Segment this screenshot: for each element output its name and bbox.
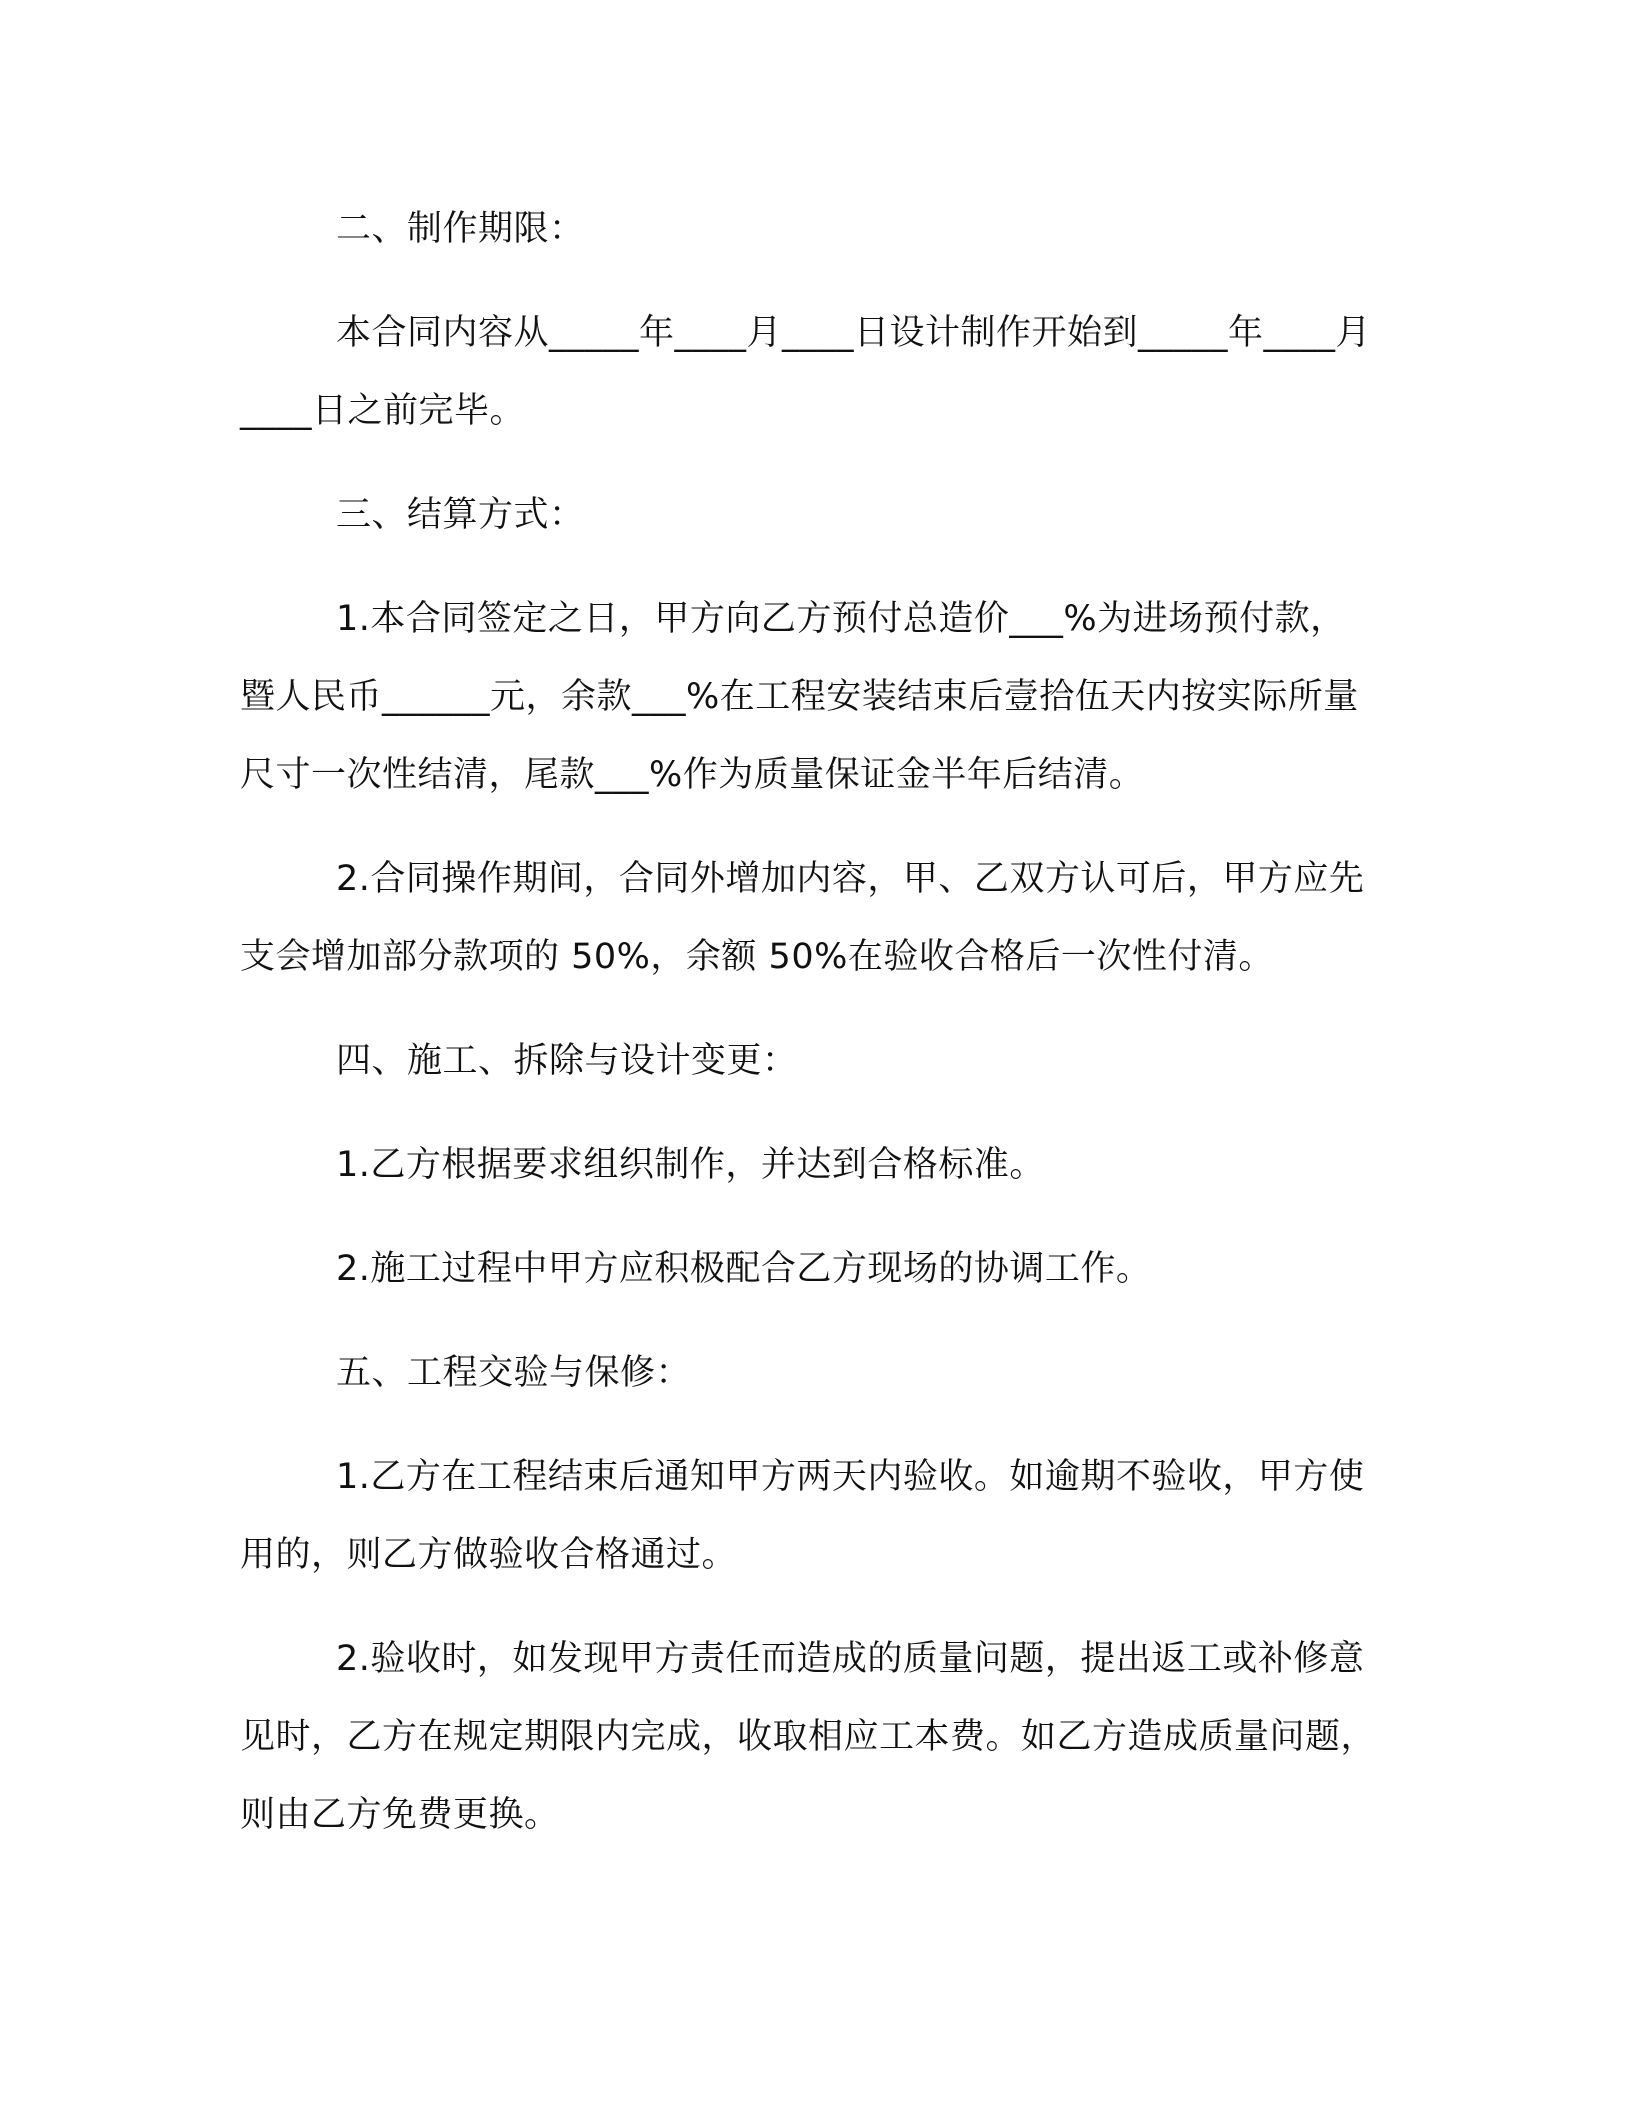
paragraph-settlement-1: 1.本合同签定之日，甲方向乙方预付总造价___%为进场预付款，暨人民币______元，余款___%在工程安装结束后壹拾伍天内按实际所量尺寸一次性结清，尾款___%作为质量保证金半年后结清。	[240, 599, 1359, 795]
paragraph-contract-dates: 本合同内容从_____年____月____日设计制作开始到_____年____月____日之前完毕。	[240, 313, 1372, 431]
paragraph-acceptance-2: 2.验收时，如发现甲方责任而造成的质量问题，提出返工或补修意见时，乙方在规定期限内完成，收取相应工本费。如乙方造成质量问题，则由乙方免费更换。	[240, 1639, 1377, 1835]
section-heading-settlement: 三、结算方式：	[336, 495, 585, 535]
section-heading-production-period: 二、制作期限：	[336, 209, 585, 249]
paragraph-settlement-2: 2.合同操作期间，合同外增加内容，甲、乙双方认可后，甲方应先支会增加部分款项的 50%，余额 50%在验收合格后一次性付清。	[240, 859, 1365, 977]
section-heading-acceptance: 五、工程交验与保修：	[336, 1353, 692, 1393]
paragraph-construction-2: 2.施工过程中甲方应积极配合乙方现场的协调工作。	[336, 1249, 1152, 1289]
section-heading-construction: 四、施工、拆除与设计变更：	[336, 1041, 798, 1081]
document-body	[240, 190, 1380, 1880]
paragraph-acceptance-1: 1.乙方在工程结束后通知甲方两天内验收。如逾期不验收，甲方使用的，则乙方做验收合格通过。	[240, 1457, 1365, 1575]
paragraph-construction-1: 1.乙方根据要求组织制作，并达到合格标准。	[336, 1145, 1045, 1185]
